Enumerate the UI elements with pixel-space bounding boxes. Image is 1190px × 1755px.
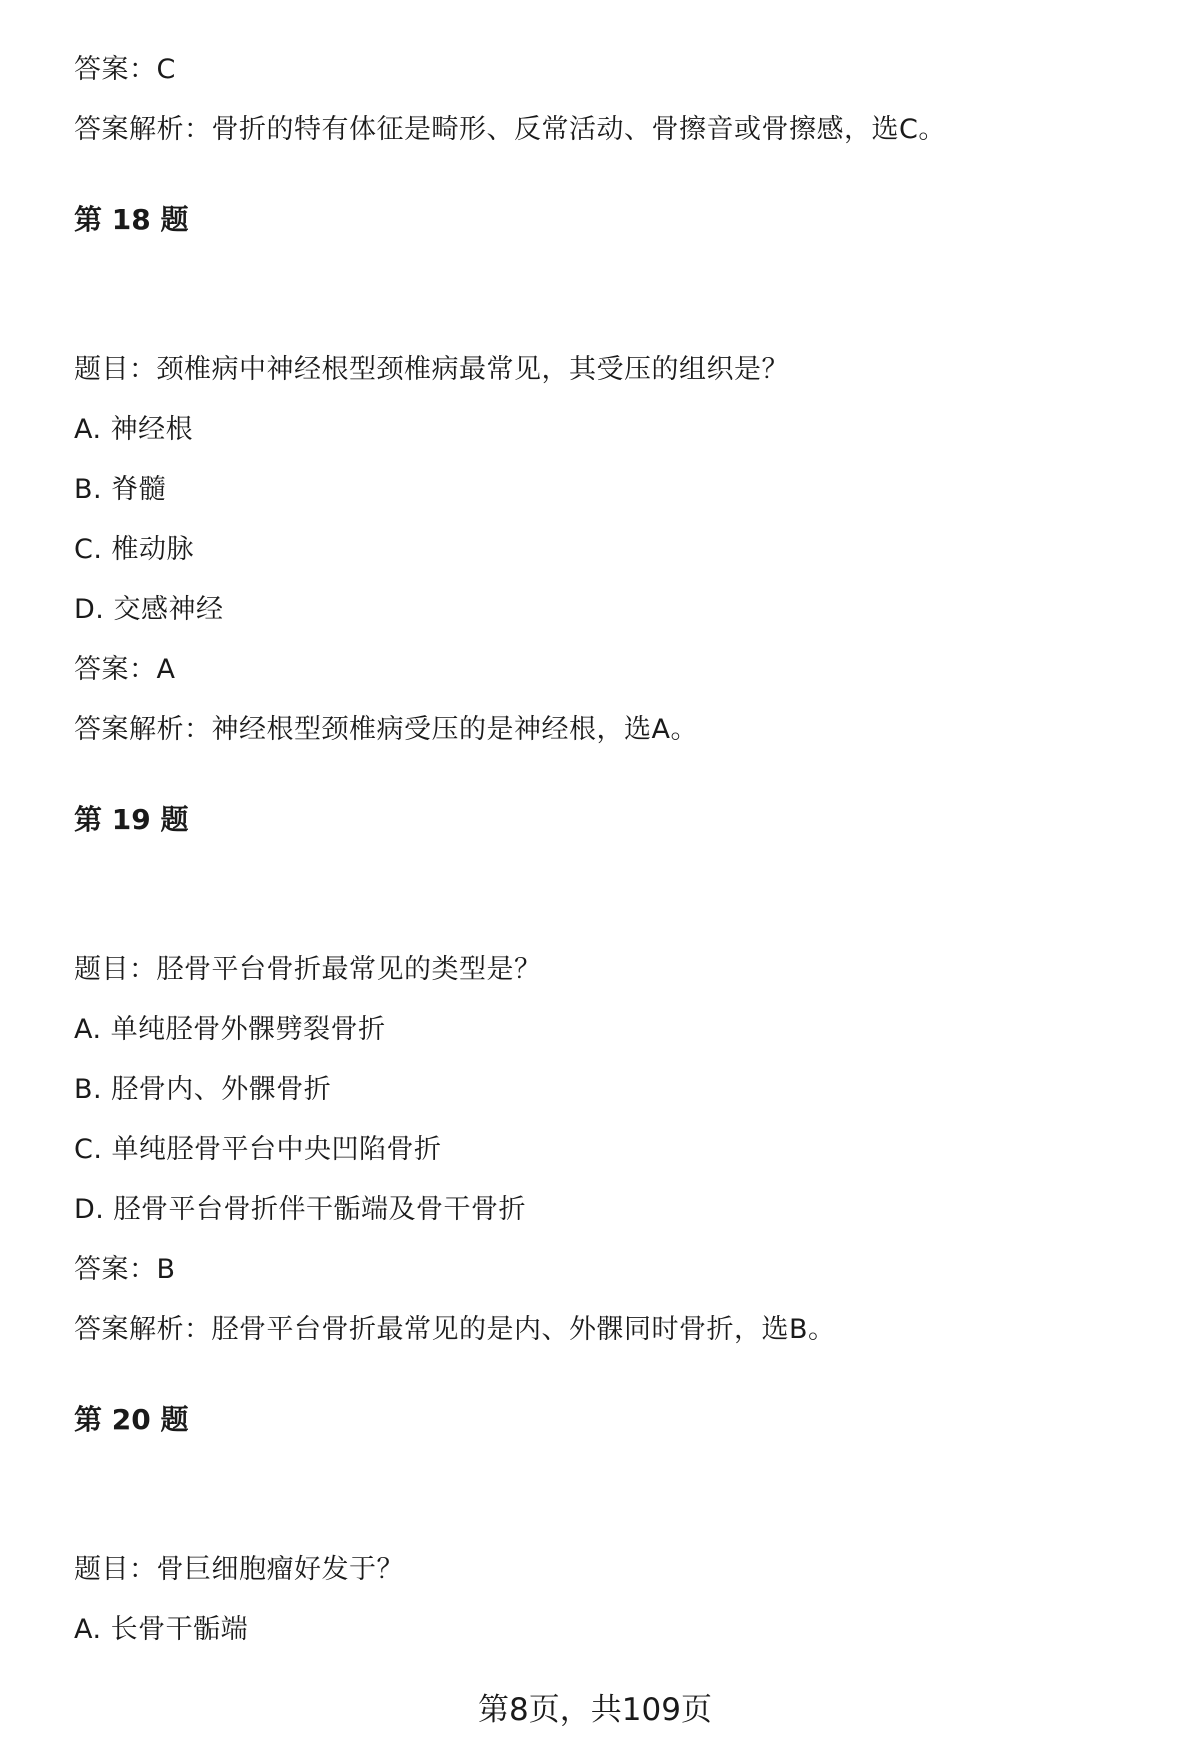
answer-line: 答案：B bbox=[74, 1254, 176, 1285]
question-heading: 第 18 题 bbox=[74, 203, 189, 236]
option-c: C. 椎动脉 bbox=[74, 534, 195, 565]
answer-line: 答案：A bbox=[74, 654, 176, 685]
question-heading: 第 19 题 bbox=[74, 803, 189, 836]
explanation-line: 答案解析：胫骨平台骨折最常见的是内、外髁同时骨折，选B。 bbox=[74, 1314, 836, 1345]
option-d: D. 交感神经 bbox=[74, 594, 224, 625]
question-stem: 题目：骨巨细胞瘤好发于？ bbox=[74, 1554, 404, 1585]
option-d: D. 胫骨平台骨折伴干骺端及骨干骨折 bbox=[74, 1194, 526, 1225]
option-b: B. 脊髓 bbox=[74, 474, 167, 505]
answer-line: 答案：C bbox=[74, 54, 176, 85]
question-stem: 题目：胫骨平台骨折最常见的类型是？ bbox=[74, 954, 542, 985]
question-heading: 第 20 题 bbox=[74, 1403, 189, 1436]
option-b: B. 胫骨内、外髁骨折 bbox=[74, 1074, 332, 1105]
option-a: A. 长骨干骺端 bbox=[74, 1614, 249, 1645]
question-stem: 题目：颈椎病中神经根型颈椎病最常见，其受压的组织是？ bbox=[74, 354, 789, 385]
page-number: 第8页，共109页 bbox=[478, 1692, 712, 1728]
option-a: A. 神经根 bbox=[74, 414, 194, 445]
explanation-line: 答案解析：神经根型颈椎病受压的是神经根，选A。 bbox=[74, 714, 698, 745]
option-c: C. 单纯胫骨平台中央凹陷骨折 bbox=[74, 1134, 442, 1165]
explanation-line: 答案解析：骨折的特有体征是畸形、反常活动、骨擦音或骨擦感，选C。 bbox=[74, 114, 946, 145]
option-a: A. 单纯胫骨外髁劈裂骨折 bbox=[74, 1014, 386, 1045]
